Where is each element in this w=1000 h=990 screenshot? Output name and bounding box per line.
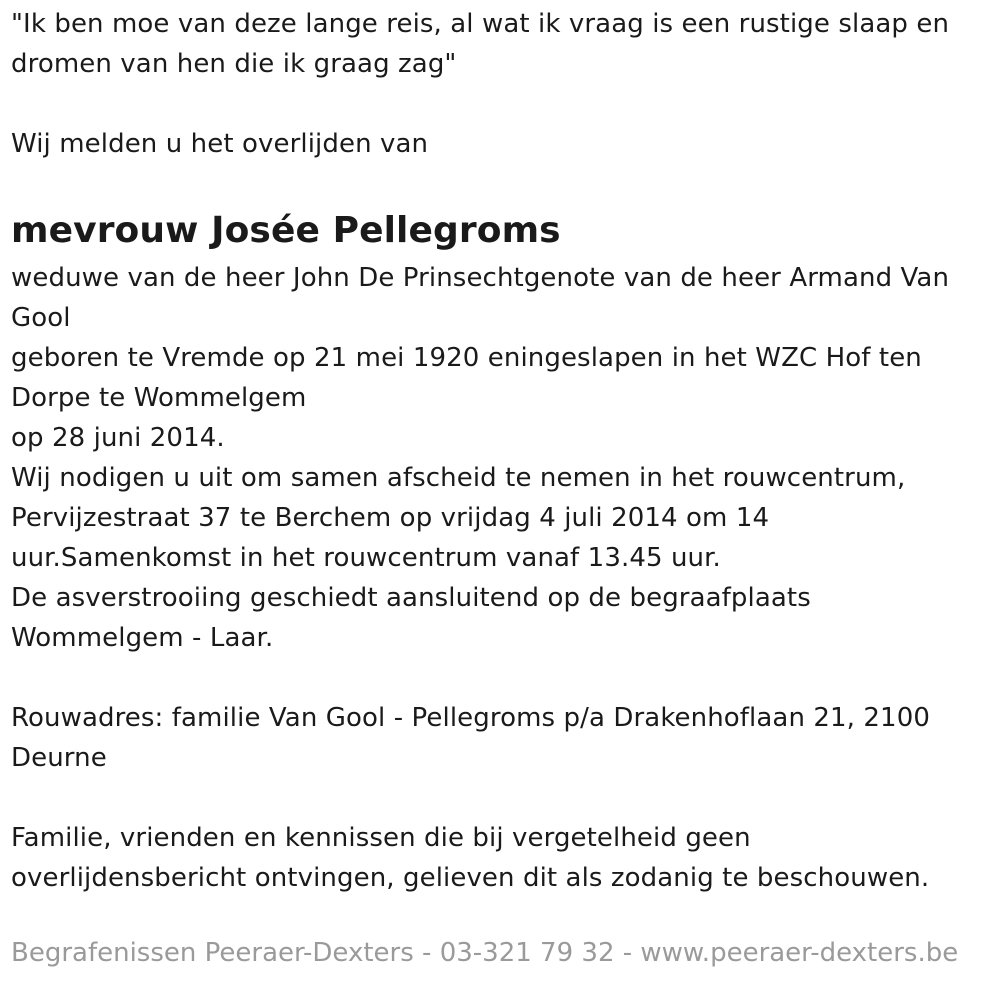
died-line: op 28 juni 2014. xyxy=(11,423,225,453)
invite-line: Wij nodigen u uit om samen afscheid te nemen in het rouwcentrum, xyxy=(11,463,906,493)
address-line: Deurne xyxy=(11,743,107,773)
born-line: Dorpe te Wommelgem xyxy=(11,383,307,413)
ashes-line: De asverstrooiing geschiedt aansluitend op de begraafplaats xyxy=(11,583,811,613)
invite-line: uur.Samenkomst in het rouwcentrum vanaf 13.45 uur. xyxy=(11,543,721,573)
spacer xyxy=(11,778,986,818)
address-line: Rouwadres: familie Van Gool - Pellegroms p/a Drakenhoflaan 21, 2100 xyxy=(11,703,930,733)
invite-line: Pervijzestraat 37 te Berchem op vrijdag 4 juli 2014 om 14 xyxy=(11,503,770,533)
quote-line: "Ik ben moe van deze lange reis, al wat ik vraag is een rustige slaap en xyxy=(11,9,950,39)
born-line: geboren te Vremde op 21 mei 1920 eningeslapen in het WZC Hof ten xyxy=(11,343,922,373)
spacer xyxy=(11,164,986,204)
quote-line: dromen van hen die ik graag zag" xyxy=(11,49,457,79)
intro-text: Wij melden u het overlijden van xyxy=(11,129,429,159)
closing-line: Familie, vrienden en kennissen die bij vergetelheid geen xyxy=(11,823,751,853)
spacer xyxy=(11,658,986,698)
closing-line: overlijdensbericht ontvingen, gelieven dit als zodanig te beschouwen. xyxy=(11,863,930,893)
death-notice xyxy=(11,4,986,898)
spacer xyxy=(11,84,986,124)
funeral-home-footer: Begrafenissen Peeraer-Dexters - 03-321 79 32 - www.peeraer-dexters.be xyxy=(11,938,959,968)
spouse-line: weduwe van de heer John De Prinsechtgenote van de heer Armand Van xyxy=(11,263,950,293)
spouse-line: Gool xyxy=(11,303,71,333)
deceased-name: mevrouw Josée Pellegroms xyxy=(11,210,561,251)
ashes-line: Wommelgem - Laar. xyxy=(11,623,274,653)
